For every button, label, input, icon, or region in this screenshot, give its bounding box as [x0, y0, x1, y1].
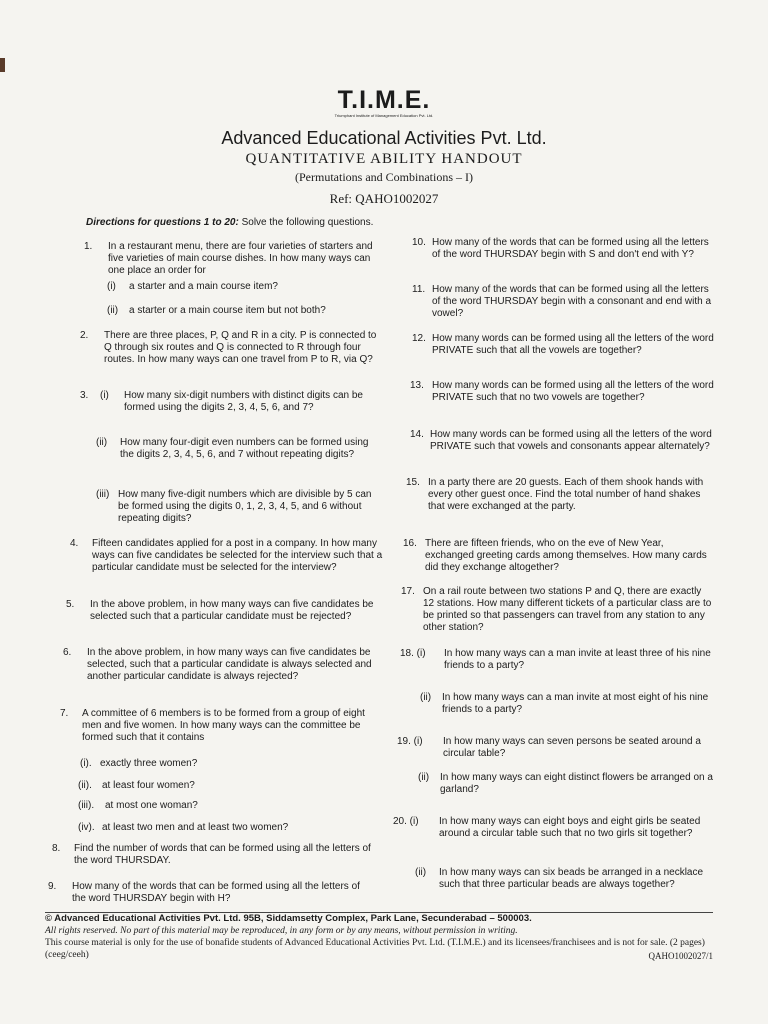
scan-edge-mark [0, 58, 5, 72]
question-number: (ii) [418, 772, 430, 783]
question-number: 5. [66, 599, 75, 610]
question-number: (i) [107, 281, 116, 292]
question-text: In how many ways can seven persons be seated around a circular table? [443, 736, 701, 759]
question-number: (iii) [96, 489, 110, 500]
question-text: How many of the words that can be formed using all the letters of the word THURSDAY begin with S and don't end with Y? [432, 237, 709, 260]
footer-usage: This course material is only for the use of bonafide students of Advanced Educational Activities Pvt. Ltd. (T.I.M.E.) and its licensees/franchisees and is not for sale. (2 pages) (ceeg/ceeh) [45, 938, 705, 960]
directions [86, 217, 373, 228]
handout-title: QUANTITATIVE ABILITY HANDOUT [245, 151, 523, 167]
question-number: 14. [410, 429, 424, 440]
question-text: In how many ways can a man invite at least three of his nine friends to a party? [444, 648, 711, 671]
question-part: (i) [100, 390, 109, 401]
question-text: In how many ways can eight distinct flowers be arranged on a garland? [440, 772, 713, 795]
footer-code: QAHO1002027/1 [648, 951, 713, 961]
question-number: (ii) [415, 867, 427, 878]
question-text: at most one woman? [105, 800, 198, 811]
question-number: 15. [406, 477, 420, 488]
question-text: A committee of 6 members is to be formed from a group of eight men and five women. In how many ways can the committee be formed such that it contains [82, 708, 365, 743]
question-text: There are three places, P, Q and R in a city. P is connected to Q through six routes and Q is connected to R through four routes. In how many ways can one travel from P to R, via Q? [104, 330, 377, 365]
question-text: In a restaurant menu, there are four varieties of starters and five varieties of main course dishes. In how many ways can one place an order for [108, 241, 373, 276]
directions-text: Solve the following questions. [241, 217, 374, 228]
logo-tagline: Triumphant Institute of Management Education Pvt. Ltd. [334, 113, 434, 118]
handout-subtitle: (Permutations and Combinations – I) [295, 170, 473, 184]
directions-label: Directions for questions 1 to 20: [86, 217, 239, 228]
question-number: (ii). [78, 780, 92, 791]
question-text: Fifteen candidates applied for a post in a company. In how many ways can five candidates be selected for the interview such that a particular candidate must be selected for the interview? [92, 538, 383, 573]
time-logo [0, 86, 768, 118]
footer-rights: All rights reserved. No part of this material may be reproduced, in any form or by any means, without permission in writing. [45, 926, 518, 936]
question-number: 3. [80, 390, 89, 401]
question-text: How many words can be formed using all the letters of the word PRIVATE such that vowels and consonants appear alternately? [430, 429, 712, 452]
question-number: 9. [48, 881, 57, 892]
question-number: (iv). [78, 822, 95, 833]
question-text: In the above problem, in how many ways can five candidates be selected such that a particular candidate must be rejected? [90, 599, 374, 622]
question-number: 8. [52, 843, 61, 854]
question-number: 18. (i) [400, 648, 426, 659]
question-text: How many five-digit numbers which are divisible by 5 can be formed using the digits 0, 1, 2, 3, 4, 5, and 6 without repeating digits? [118, 489, 372, 524]
question-number: 2. [80, 330, 89, 341]
question-text: In a party there are 20 guests. Each of them shook hands with every other guest once. Find the total number of hand shakes that were exchanged at the party. [428, 477, 704, 512]
question-text: How many four-digit even numbers can be formed using the digits 2, 3, 4, 5, 6, and 7 without repeating digits? [120, 437, 369, 460]
question-number: 12. [412, 333, 426, 344]
question-text: There are fifteen friends, who on the eve of New Year, exchanged greeting cards among themselves. How many cards did they exchange altogether? [425, 538, 707, 573]
question-number: 7. [60, 708, 69, 719]
footer-copyright: © Advanced Educational Activities Pvt. Ltd. 95B, Siddamsetty Complex, Park Lane, Secunderabad – 500003. [45, 913, 532, 924]
question-text: How many of the words that can be formed using all the letters of the word THURSDAY begin with a consonant and end with a vowel? [432, 284, 712, 319]
question-number: 10. [412, 237, 426, 248]
question-text: In the above problem, in how many ways can five candidates be selected, such that a particular candidate is always selected and another particular candidate is always rejected? [87, 647, 372, 682]
question-number: 4. [70, 538, 79, 549]
question-text: at least four women? [102, 780, 195, 791]
question-text: How many words can be formed using all the letters of the word PRIVATE such that all the vowels are together? [432, 333, 714, 356]
reference-code: Ref: QAHO1002027 [329, 191, 439, 206]
question-number: 6. [63, 647, 72, 658]
question-number: (i). [80, 758, 92, 769]
logo-text: T.I.M.E. [337, 86, 431, 114]
question-number: 13. [410, 380, 424, 391]
question-text: In how many ways can six beads be arranged in a necklace such that three particular beads are always together? [439, 867, 704, 890]
question-number: 20. (i) [393, 816, 419, 827]
question-text: a starter and a main course item? [129, 281, 278, 292]
question-text: In how many ways can eight boys and eight girls be seated around a circular table such that no two girls sit together? [439, 816, 701, 839]
question-number: (ii) [107, 305, 119, 316]
question-text: In how many ways can a man invite at most eight of his nine friends to a party? [442, 692, 709, 715]
question-number: (ii) [420, 692, 432, 703]
question-text: On a rail route between two stations P and Q, there are exactly 12 stations. How many different tickets of a particular class are to be printed so that passengers can travel from any station to any other station? [423, 586, 712, 633]
question-number: 11. [412, 284, 426, 295]
question-text: Find the number of words that can be formed using all the letters of the word THURSDAY. [74, 843, 371, 866]
question-text: How many words can be formed using all the letters of the word PRIVATE such that no two vowels are together? [432, 380, 714, 403]
question-text: How many six-digit numbers with distinct digits can be formed using the digits 2, 3, 4, 5, 6, and 7? [124, 390, 363, 413]
company-name: Advanced Educational Activities Pvt. Ltd. [221, 128, 547, 148]
question-text: exactly three women? [100, 758, 198, 769]
question-number: 1. [84, 241, 93, 252]
question-text: at least two men and at least two women? [102, 822, 289, 833]
question-number: (ii) [96, 437, 108, 448]
question-number: 17. [401, 586, 415, 597]
question-number: 19. (i) [397, 736, 423, 747]
question-text: a starter or a main course item but not both? [129, 305, 326, 316]
question-text: How many of the words that can be formed using all the letters of the word THURSDAY begin with H? [72, 881, 360, 904]
question-number: 16. [403, 538, 417, 549]
question-number: (iii). [78, 800, 95, 811]
